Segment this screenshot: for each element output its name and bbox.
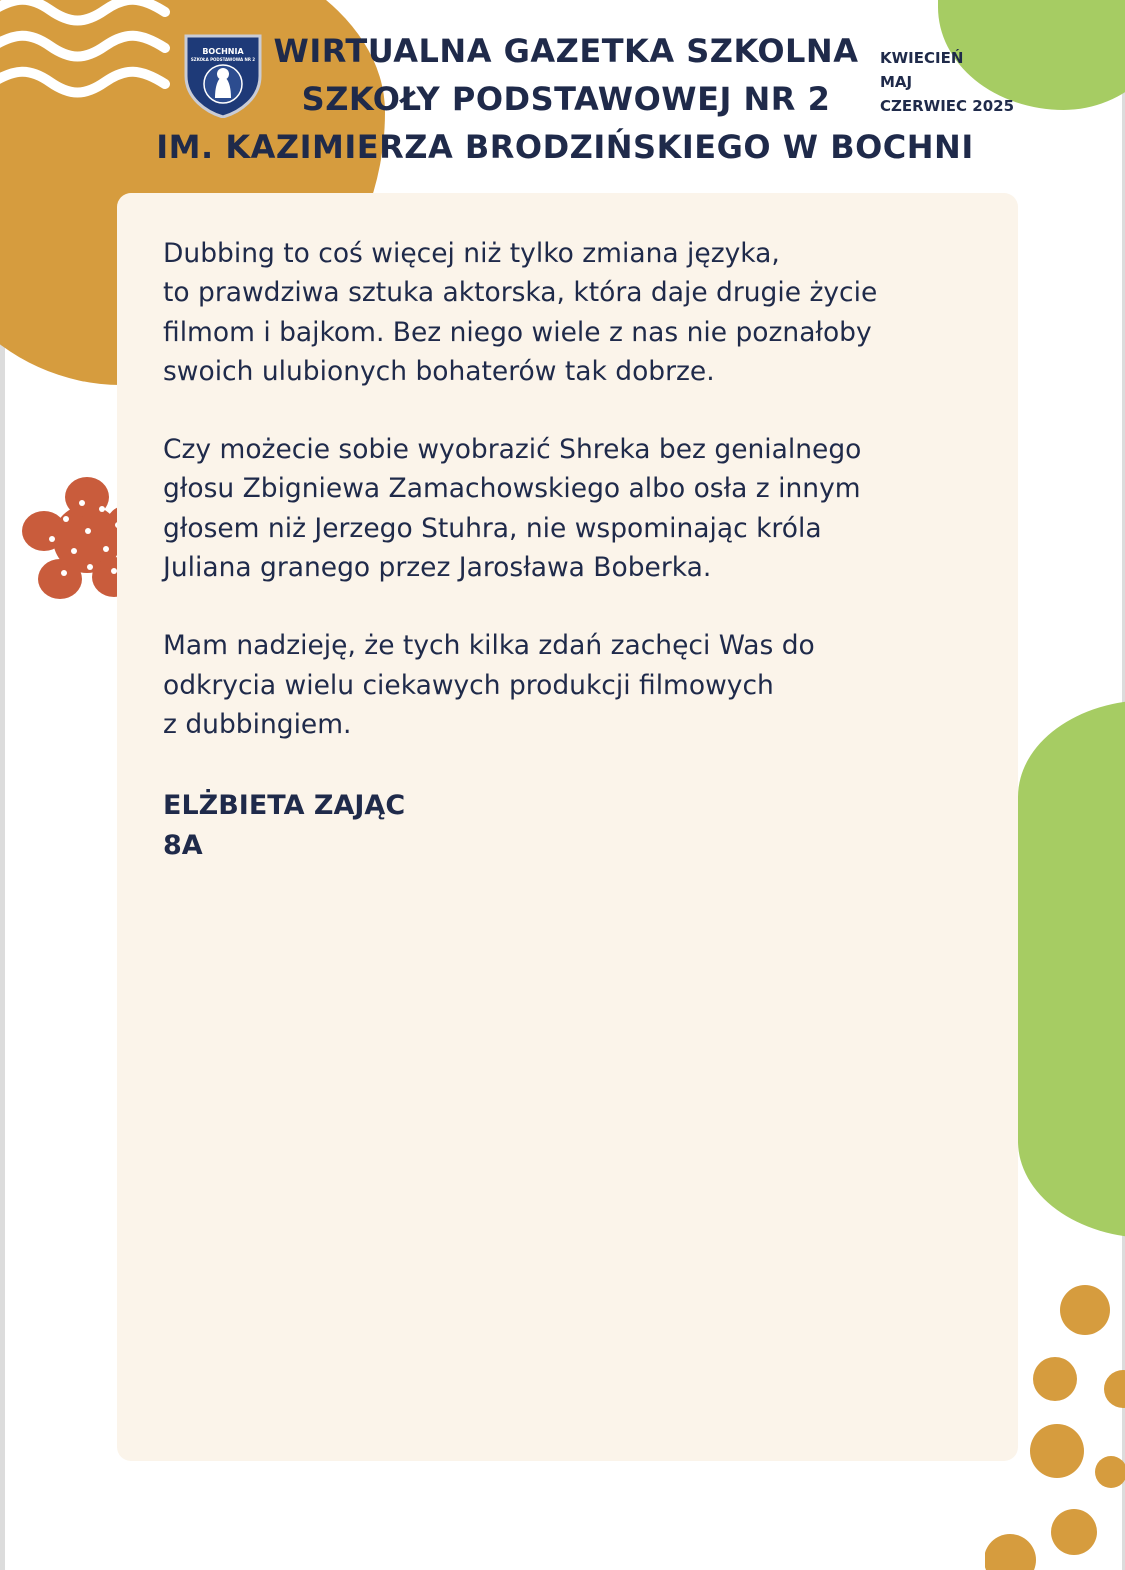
author-signature bbox=[163, 786, 405, 866]
text-line: Dubbing to coś więcej niż tylko zmiana języka, bbox=[163, 238, 780, 269]
article-body bbox=[163, 234, 983, 783]
logo-school-text: SZKOŁA PODSTAWOWA NR 2 bbox=[190, 57, 256, 62]
issue-date bbox=[880, 46, 1014, 118]
author-name: ELŻBIETA ZAJĄC bbox=[163, 790, 406, 821]
text-line: to prawdziwa sztuka aktorska, która daje drugie życie bbox=[163, 277, 878, 309]
article-paragraph-3 bbox=[163, 626, 983, 744]
text-line: swoich ulubionych bohaterów tak dobrze. bbox=[163, 355, 715, 387]
article-paragraph-1 bbox=[163, 234, 983, 391]
issue-month-1: KWIECIEŃ bbox=[880, 49, 964, 67]
logo-city-text: BOCHNIA bbox=[202, 47, 244, 56]
text-line: odkrycia wielu ciekawych produkcji filmowych bbox=[163, 669, 774, 701]
text-line: głosem niż Jerzego Stuhra, nie wspominając króla bbox=[163, 512, 822, 544]
text-line: głosu Zbigniewa Zamachowskiego albo osła z innym bbox=[163, 473, 861, 505]
issue-month-3: CZERWIEC 2025 bbox=[880, 97, 1015, 115]
text-line: Czy możecie sobie wyobrazić Shreka bez genialnego bbox=[163, 434, 862, 466]
text-line: Juliana granego przez Jarosława Boberka. bbox=[163, 552, 712, 584]
article-paragraph-2 bbox=[163, 430, 983, 587]
text-line: filmom i bajkom. Bez niego wiele z nas nie poznałoby bbox=[163, 316, 872, 348]
school-logo-shield-icon bbox=[182, 32, 264, 118]
issue-month-2: MAJ bbox=[880, 73, 913, 91]
decor-waves-icon bbox=[0, 0, 180, 125]
text-line: z dubbingiem. bbox=[163, 708, 352, 740]
page-title-line-3: IM. KAZIMIERZA BRODZIŃSKIEGO W BOCHNI bbox=[156, 128, 974, 166]
text-line: Mam nadzieję, że tych kilka zdań zachęci Was do bbox=[163, 630, 815, 662]
decor-green-blob-right bbox=[1018, 700, 1125, 1238]
page-title-line-2: SZKOŁY PODSTAWOWEJ NR 2 bbox=[301, 80, 831, 118]
author-class: 8A bbox=[163, 830, 203, 861]
page-title-line-1: WIRTUALNA GAZETKA SZKOLNA bbox=[273, 32, 859, 70]
